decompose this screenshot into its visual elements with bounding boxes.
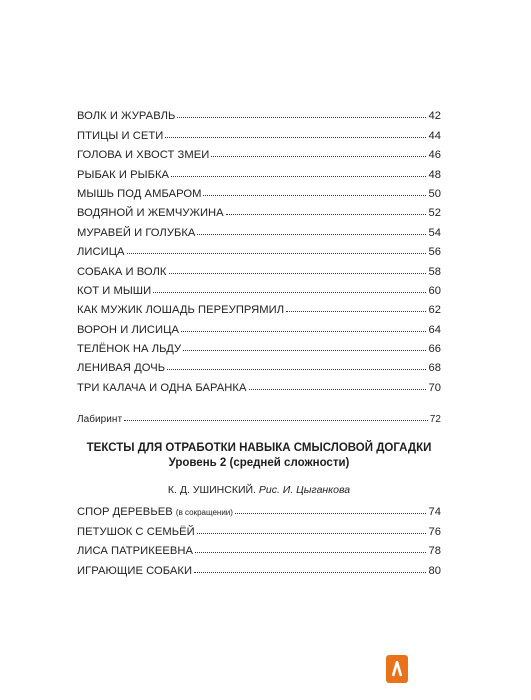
dot-leader <box>171 175 426 177</box>
toc-title: ВОДЯНОЙ И ЖЕМЧУЖИНА <box>77 207 224 220</box>
toc-entry[interactable] <box>77 258 441 277</box>
toc-title: ВОРОН И ЛИСИЦА <box>77 323 179 336</box>
toc-title: МУРАВЕЙ И ГОЛУБКА <box>77 226 196 239</box>
toc-bottom <box>77 499 441 577</box>
toc-title: Лабиринт <box>77 414 123 426</box>
toc-entry[interactable] <box>77 219 441 238</box>
toc-page: 54 <box>428 226 441 239</box>
dot-leader <box>203 194 426 196</box>
dot-leader <box>235 512 427 514</box>
toc-title: ЛИСА ПАТРИКЕЕВНА <box>77 545 193 558</box>
toc-top <box>77 103 441 425</box>
dot-leader <box>177 116 426 118</box>
toc-page: 56 <box>428 246 441 259</box>
dot-leader <box>124 419 428 421</box>
toc-page: 74 <box>428 506 441 519</box>
toc-entry[interactable] <box>77 374 441 393</box>
toc-page: 52 <box>428 207 441 220</box>
toc-title: СПОР ДЕРЕВЬЕВ (в сокращении) <box>77 506 233 519</box>
author-name: К. Д. УШИНСКИЙ. <box>167 484 256 496</box>
toc-title: ТРИ КАЛАЧА И ОДНА БАРАНКА <box>77 381 247 394</box>
toc-entry[interactable] <box>77 161 441 180</box>
toc-entry[interactable] <box>77 239 441 258</box>
toc-page: 46 <box>428 149 441 162</box>
toc-entry[interactable] <box>77 518 441 537</box>
toc-page: 80 <box>428 564 441 577</box>
toc-entry[interactable] <box>77 316 441 335</box>
toc-entry[interactable] <box>77 122 441 141</box>
toc-page: 60 <box>428 284 441 297</box>
toc-entry[interactable] <box>77 297 441 316</box>
toc-entry[interactable] <box>77 557 441 576</box>
toc-title: РЫБАК И РЫБКА <box>77 168 170 181</box>
toc-entry[interactable] <box>77 355 441 374</box>
toc-page: 42 <box>428 110 441 123</box>
toc-page: 76 <box>428 525 441 538</box>
toc-title: МЫШЬ ПОД АМБАРОМ <box>77 187 202 200</box>
toc-title: ЛИСИЦА <box>77 246 125 259</box>
toc-entry[interactable] <box>77 278 441 297</box>
publisher-logo-icon <box>386 655 408 683</box>
toc-page: 58 <box>428 265 441 278</box>
section-heading <box>77 441 441 471</box>
dot-leader <box>167 368 426 370</box>
toc-page: 64 <box>428 323 441 336</box>
dot-leader <box>195 551 426 553</box>
dot-leader <box>165 136 426 138</box>
toc-title: СОБАКА И ВОЛК <box>77 265 167 278</box>
toc-title: КАК МУЖИК ЛОШАДЬ ПЕРЕУПРЯМИЛ <box>77 304 285 317</box>
dot-leader <box>211 155 426 157</box>
dot-leader <box>194 571 426 573</box>
toc-title: ВОЛК И ЖУРАВЛЬ <box>77 110 176 123</box>
toc-title: ПТИЦЫ И СЕТИ <box>77 129 164 142</box>
toc-entry[interactable] <box>77 499 441 518</box>
section-title: ТЕКСТЫ ДЛЯ ОТРАБОТКИ НАВЫКА СМЫСЛОВОЙ ДОГАДКИ <box>86 442 432 454</box>
toc-title: КОТ И МЫШИ <box>77 284 152 297</box>
dot-leader <box>169 272 427 274</box>
section-subtitle: Уровень 2 (средней сложности) <box>168 457 350 469</box>
toc-title: ИГРАЮЩИЕ СОБАКИ <box>77 564 193 577</box>
dot-leader <box>183 349 426 351</box>
dot-leader <box>249 388 427 390</box>
toc-page: 50 <box>428 187 441 200</box>
toc-title: ПЕТУШОК С СЕМЬЁЙ <box>77 525 195 538</box>
toc-note: (в сокращении) <box>175 508 233 518</box>
dot-leader <box>153 291 426 293</box>
toc-page: 62 <box>428 304 441 317</box>
toc-page: 44 <box>428 129 441 142</box>
toc-title: ТЕЛЁНОК НА ЛЬДУ <box>77 343 182 356</box>
toc-page: 70 <box>428 381 441 394</box>
toc-page: 78 <box>428 545 441 558</box>
toc-entry[interactable] <box>77 336 441 355</box>
toc-page: 66 <box>428 343 441 356</box>
toc-page: 72 <box>429 414 441 426</box>
dot-leader <box>197 532 427 534</box>
toc-title: ЛЕНИВАЯ ДОЧЬ <box>77 362 166 375</box>
author-line <box>77 484 441 496</box>
toc-entry[interactable] <box>77 103 441 122</box>
toc-title: ГОЛОВА И ХВОСТ ЗМЕИ <box>77 149 210 162</box>
dot-leader <box>286 310 426 312</box>
toc-entry[interactable] <box>77 538 441 557</box>
toc-page: 48 <box>428 168 441 181</box>
toc-entry[interactable] <box>77 181 441 200</box>
logo-letter-icon <box>390 661 404 677</box>
dot-leader <box>181 330 426 332</box>
toc-entry[interactable] <box>77 200 441 219</box>
dot-leader <box>197 233 426 235</box>
toc-entry-labyrinth[interactable] <box>77 406 441 425</box>
dot-leader <box>127 252 427 254</box>
toc-entry[interactable] <box>77 142 441 161</box>
toc-page: 68 <box>428 362 441 375</box>
illustrator-name: Рис. И. Цыганкова <box>258 484 351 496</box>
dot-leader <box>226 213 427 215</box>
